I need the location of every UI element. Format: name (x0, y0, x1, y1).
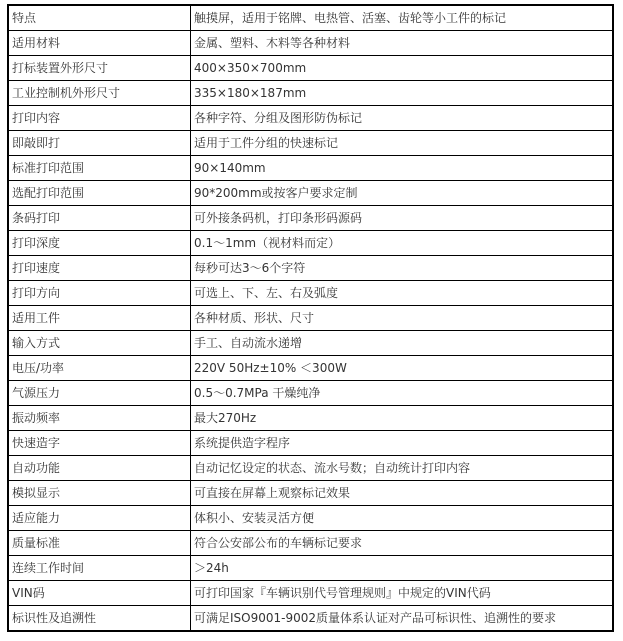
table-row (8, 31, 613, 56)
table-row (8, 556, 613, 581)
spec-value: 手工、自动流水递增 (191, 331, 614, 356)
spec-label: 打印内容 (8, 106, 191, 131)
spec-label: 自动功能 (8, 456, 191, 481)
spec-label: VIN码 (8, 581, 191, 606)
table-row (8, 356, 613, 381)
table-row (8, 506, 613, 531)
spec-value: 0.5～0.7MPa 干燥纯净 (191, 381, 614, 406)
table-row (8, 381, 613, 406)
spec-label: 适应能力 (8, 506, 191, 531)
spec-label: 特点 (8, 5, 191, 31)
spec-table-body (8, 5, 613, 631)
spec-label: 气源压力 (8, 381, 191, 406)
table-row (8, 531, 613, 556)
table-row (8, 456, 613, 481)
table-row (8, 56, 613, 81)
spec-value: 可满足ISO9001-9002质量体系认证对产品可标识性、追溯性的要求 (191, 606, 614, 632)
table-row (8, 406, 613, 431)
spec-label: 快速造字 (8, 431, 191, 456)
spec-label: 打印深度 (8, 231, 191, 256)
spec-label: 电压/功率 (8, 356, 191, 381)
spec-value: 自动记忆设定的状态、流水号数；自动统计打印内容 (191, 456, 614, 481)
table-row (8, 331, 613, 356)
spec-value: 各种材质、形状、尺寸 (191, 306, 614, 331)
spec-value: 220V 50Hz±10% ＜300W (191, 356, 614, 381)
spec-value: ＞24h (191, 556, 614, 581)
spec-label: 模拟显示 (8, 481, 191, 506)
spec-label: 打印速度 (8, 256, 191, 281)
spec-value: 适用于工件分组的快速标记 (191, 131, 614, 156)
table-row (8, 256, 613, 281)
table-row (8, 431, 613, 456)
spec-label: 打印方向 (8, 281, 191, 306)
table-row (8, 156, 613, 181)
spec-value: 系统提供造字程序 (191, 431, 614, 456)
table-row (8, 281, 613, 306)
table-row (8, 181, 613, 206)
spec-label: 条码打印 (8, 206, 191, 231)
table-row (8, 206, 613, 231)
spec-label: 质量标准 (8, 531, 191, 556)
spec-value: 90×140mm (191, 156, 614, 181)
spec-value: 可外接条码机，打印条形码源码 (191, 206, 614, 231)
spec-value: 体积小、安装灵活方便 (191, 506, 614, 531)
spec-label: 连续工作时间 (8, 556, 191, 581)
spec-value: 触摸屏，适用于铭牌、电热管、活塞、齿轮等小工件的标记 (191, 5, 614, 31)
spec-label: 标准打印范围 (8, 156, 191, 181)
spec-label: 即敲即打 (8, 131, 191, 156)
spec-label: 标识性及追溯性 (8, 606, 191, 632)
spec-label: 适用材料 (8, 31, 191, 56)
spec-table (7, 4, 614, 632)
table-row (8, 606, 613, 632)
spec-label: 选配打印范围 (8, 181, 191, 206)
table-row (8, 106, 613, 131)
spec-value: 400×350×700mm (191, 56, 614, 81)
spec-value: 335×180×187mm (191, 81, 614, 106)
table-row (8, 481, 613, 506)
spec-value: 每秒可达3～6个字符 (191, 256, 614, 281)
spec-value: 金属、塑料、木料等各种材料 (191, 31, 614, 56)
spec-value: 最大270Hz (191, 406, 614, 431)
spec-value: 0.1～1mm（视材料而定） (191, 231, 614, 256)
spec-value: 符合公安部公布的车辆标记要求 (191, 531, 614, 556)
spec-value: 可选上、下、左、右及弧度 (191, 281, 614, 306)
table-row (8, 306, 613, 331)
spec-label: 打标装置外形尺寸 (8, 56, 191, 81)
table-row (8, 5, 613, 31)
spec-value: 可打印国家『车辆识别代号管理规则』中规定的VIN代码 (191, 581, 614, 606)
table-row (8, 231, 613, 256)
table-row (8, 581, 613, 606)
table-row (8, 81, 613, 106)
spec-value: 各种字符、分组及图形防伪标记 (191, 106, 614, 131)
spec-label: 适用工件 (8, 306, 191, 331)
spec-label: 振动频率 (8, 406, 191, 431)
spec-value: 90*200mm或按客户要求定制 (191, 181, 614, 206)
spec-label: 输入方式 (8, 331, 191, 356)
table-row (8, 131, 613, 156)
spec-label: 工业控制机外形尺寸 (8, 81, 191, 106)
spec-value: 可直接在屏幕上观察标记效果 (191, 481, 614, 506)
